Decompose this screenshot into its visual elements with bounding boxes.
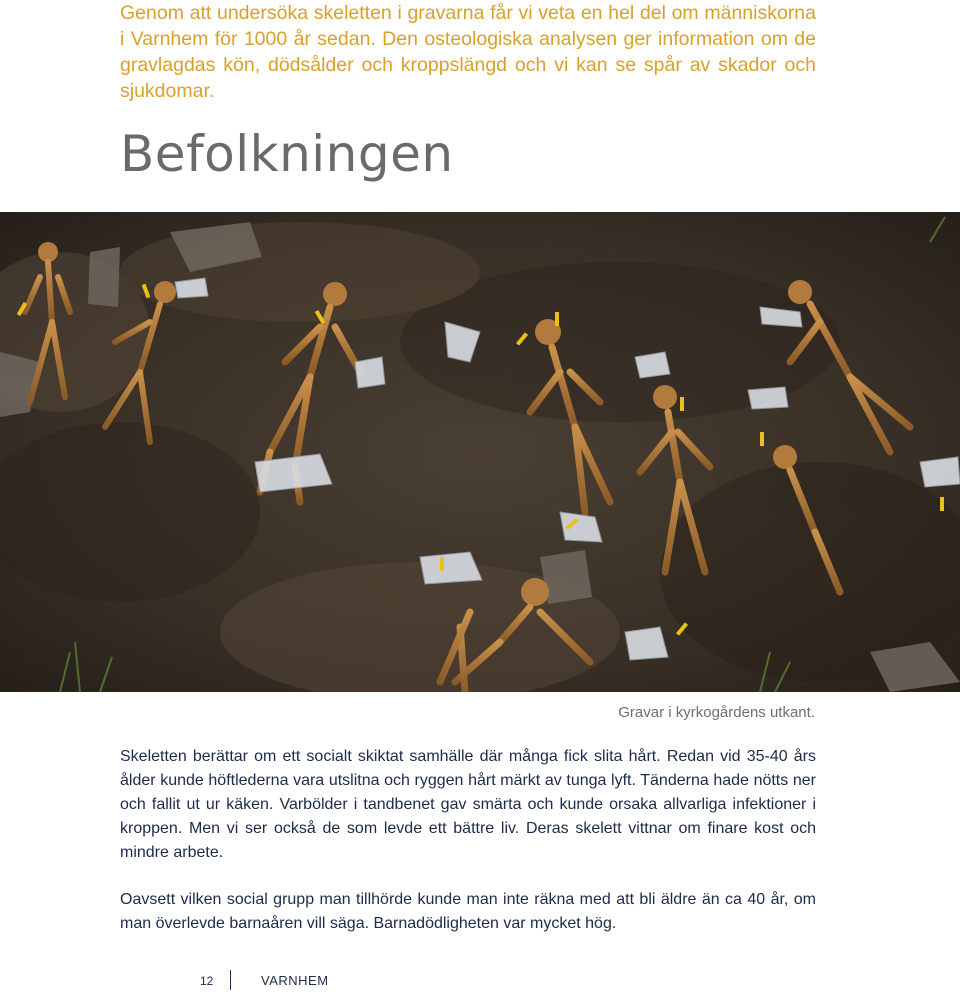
body-paragraph-1: Skeletten berättar om ett socialt skiktat samhälle där många fick slita hårt. Redan vid 35-40 års ålder kunde höftlederna vara utslitna och ryggen hårt märkt av tunga lyft. Tänderna hade nötts ner och fallit ut ur käken. Varbölder i tandbenet gav smärta och kunde orsaka allvarliga infektioner i kroppen. Men vi ser också de som levde ett bättre liv. Deras skelett vittnar om finare kost och mindre arbete. (120, 748, 816, 861)
section-heading: Befolkningen (120, 125, 454, 183)
body-paragraph-2: Oavsett vilken social grupp man tillhörde kunde man inte räkna med att bli äldre än ca 40 år, om man överlevde barnaåren vill säga. Barnadödligheten var mycket hög. (120, 891, 816, 932)
footer-label: VARNHEM (261, 973, 329, 988)
page-footer (0, 968, 960, 992)
page-number: 12 (200, 974, 214, 988)
excavation-photo (0, 212, 960, 692)
footer-divider (230, 970, 231, 990)
intro-paragraph: Genom att undersöka skeletten i gravarna får vi veta en hel del om människorna i Varnhem för 1000 år sedan. Den osteologiska analysen ger information om de gravlagdas kön, dödsålder och kroppslängd och vi kan se spår av skador och sjukdomar. (120, 2, 816, 102)
photo-caption: Gravar i kyrkogårdens utkant. (618, 704, 815, 721)
